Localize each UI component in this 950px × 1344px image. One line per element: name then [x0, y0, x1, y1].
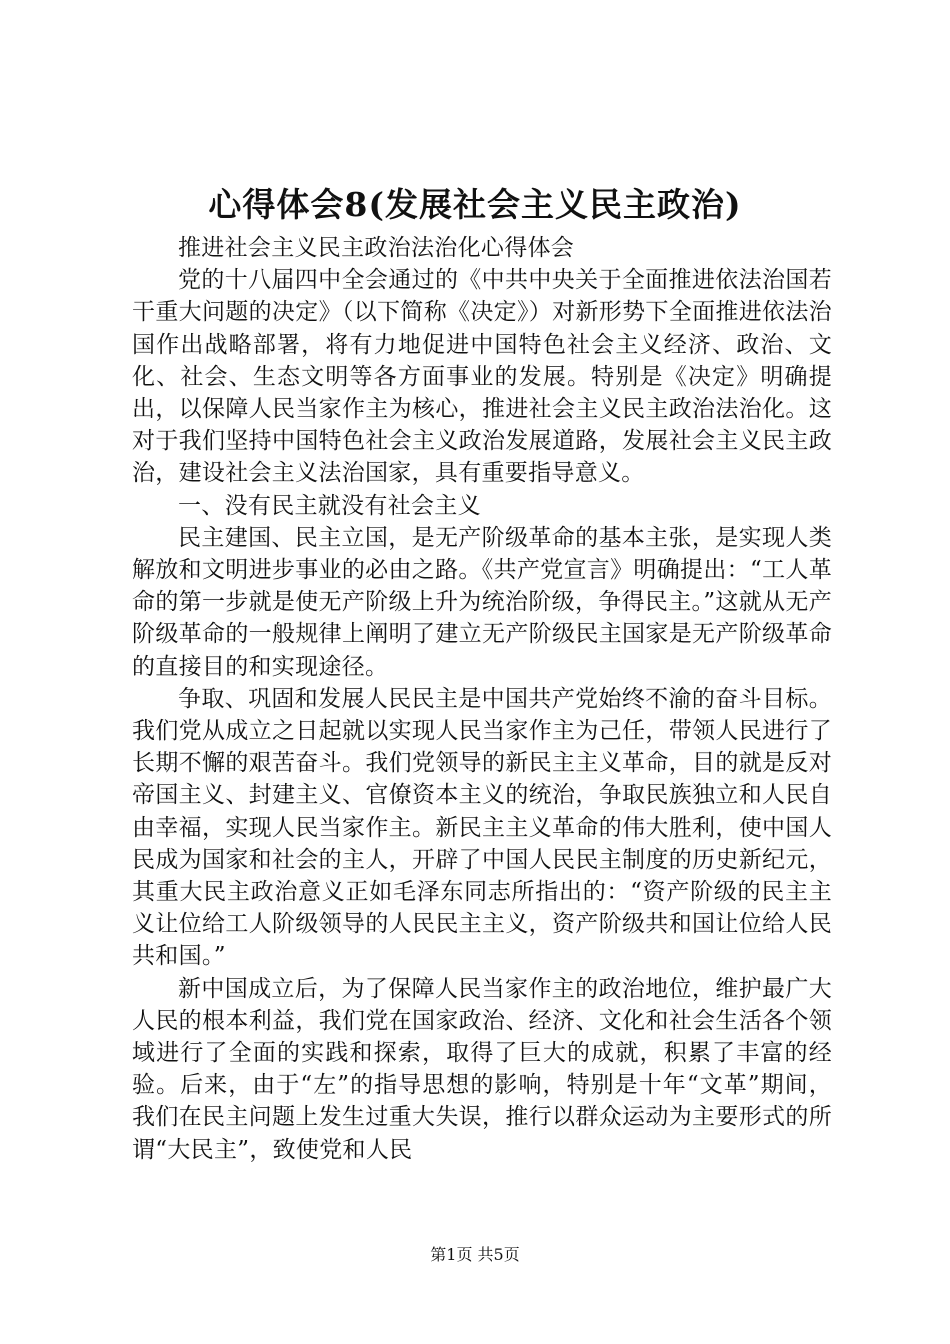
document-title: 心得体会8(发展社会主义民主政治)	[208, 185, 742, 224]
body-paragraph: 新中国成立后，为了保障人民当家作主的政治地位，维护最广大人民的根本利益，我们党在国家政治、经济、文化和社会生活各个领域进行了全面的实践和探索，取得了巨大的成就，积累了丰富的经验。后来，由于“左”的指导思想的影响，特别是十年“文革”期间，我们在民主问题上发生过重大失误，推行以群众运动为主要形式的所谓“大民主”，致使党和人民	[132, 975, 832, 1163]
page-number-footer: 第1页 共5页	[430, 1245, 520, 1264]
subtitle-paragraph: 推进社会主义民主政治法治化心得体会	[178, 235, 575, 261]
document-body	[132, 232, 832, 1166]
body-paragraph: 民主建国、民主立国，是无产阶级革命的基本主张，是实现人类解放和文明进步事业的必由之路。《共产党宣言》明确提出：“工人革命的第一步就是使无产阶级上升为统治阶级，争得民主。”这就从无产阶级革命的一般规律上阐明了建立无产阶级民主国家是无产阶级革命的直接目的和实现途径。	[132, 524, 832, 680]
body-paragraph: 争取、巩固和发展人民民主是中国共产党始终不渝的奋斗目标。我们党从成立之日起就以实现人民当家作主为己任，带领人民进行了长期不懈的艰苦奋斗。我们党领导的新民主主义革命，目的就是反对帝国主义、封建主义、官僚资本主义的统治，争取民族独立和人民自由幸福，实现人民当家作主。新民主主义革命的伟大胜利，使中国人民成为国家和社会的主人，开辟了中国人民民主制度的历史新纪元，其重大民主政治意义正如毛泽东同志所指出的：“资产阶级的民主主义让位给工人阶级领导的人民民主主义，资产阶级共和国让位给人民共和国。”	[132, 685, 832, 970]
body-paragraph: 党的十八届四中全会通过的《中共中央关于全面推进依法治国若干重大问题的决定》（以下简称《决定》）对新形势下全面推进依法治国作出战略部署，将有力地促进中国特色社会主义经济、政治、文化、社会、生态文明等各方面事业的发展。特别是《决定》明确提出，以保障人民当家作主为核心，推进社会主义民主政治法治化。这对于我们坚持中国特色社会主义政治发展道路，发展社会主义民主政治，建设社会主义法治国家，具有重要指导意义。	[132, 267, 832, 487]
section-heading: 一、没有民主就没有社会主义	[178, 492, 481, 519]
